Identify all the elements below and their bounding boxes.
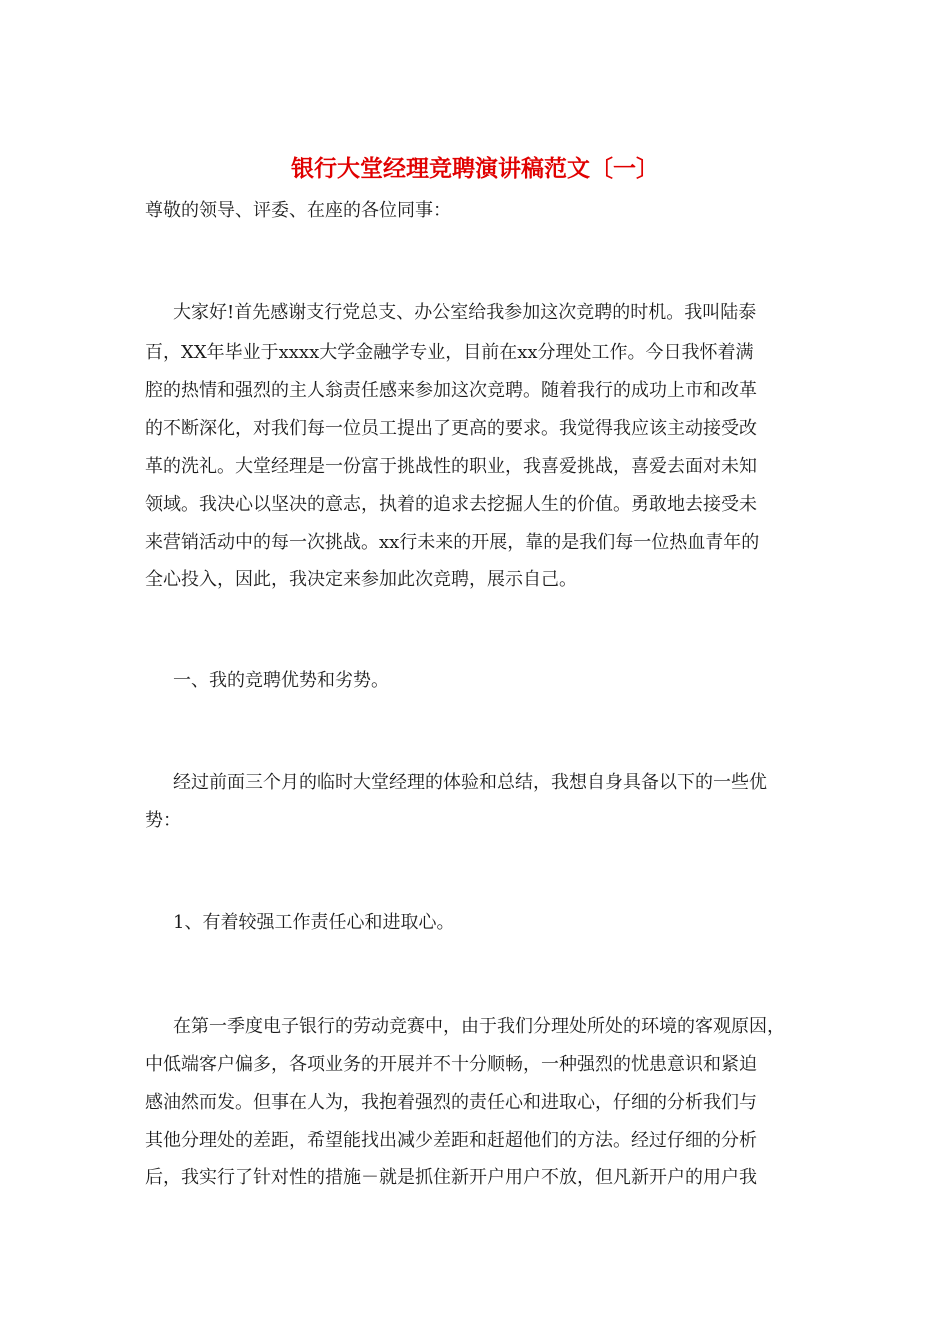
paragraph1-line-4: 的不断深化，对我们每一位员工提出了更高的要求。我觉得我应该主动接受改 — [145, 418, 757, 439]
paragraph1-line-6: 领域。我决心以坚决的意志，执着的追求去挖掘人生的价值。勇敢地去接受未 — [145, 494, 757, 515]
paragraph1-line-5: 革的洗礼。大堂经理是一份富于挑战性的职业，我喜爱挑战，喜爱去面对未知 — [145, 456, 757, 477]
paragraph3-line-3: 感油然而发。但事在人为，我抱着强烈的责任心和进取心，仔细的分析我们与 — [145, 1092, 757, 1113]
point1-heading: 1、有着较强工作责任心和进取心。 — [173, 912, 455, 933]
paragraph3-line-1: 在第一季度电子银行的劳动竞赛中，由于我们分理处所处的环境的客观原因， — [173, 1016, 785, 1037]
paragraph3-line-4: 其他分理处的差距，希望能找出减少差距和赶超他们的方法。经过仔细的分析 — [145, 1130, 757, 1151]
greeting-line: 尊敬的领导、评委、在座的各位同事： — [145, 200, 451, 221]
paragraph1-line-8: 全心投入，因此，我决定来参加此次竞聘，展示自己。 — [145, 569, 577, 590]
paragraph1-line-1: 大家好!首先感谢支行党总支、办公室给我参加这次竞聘的时机。我叫陆泰 — [173, 302, 757, 323]
paragraph3-line-2: 中低端客户偏多，各项业务的开展并不十分顺畅，一种强烈的忧患意识和紧迫 — [145, 1054, 757, 1075]
paragraph1-line-7: 来营销活动中的每一次挑战。xx行未来的开展，靠的是我们每一位热血青年的 — [145, 532, 760, 553]
document-title: 银行大堂经理竞聘演讲稿范文〔一〕 — [291, 155, 659, 182]
paragraph2-line-2: 势： — [145, 810, 181, 831]
paragraph3-line-5: 后，我实行了针对性的措施－就是抓住新开户用户不放，但凡新开户的用户我 — [145, 1167, 757, 1188]
paragraph1-line-3: 腔的热情和强烈的主人翁责任感来参加这次竞聘。随着我行的成功上市和改革 — [145, 380, 757, 401]
paragraph2-line-1: 经过前面三个月的临时大堂经理的体验和总结，我想自身具备以下的一些优 — [173, 772, 767, 793]
paragraph1-line-2: 百，XX年毕业于xxxx大学金融学专业，目前在xx分理处工作。今日我怀着满 — [145, 342, 754, 363]
section1-heading: 一、我的竞聘优势和劣势。 — [173, 670, 389, 691]
